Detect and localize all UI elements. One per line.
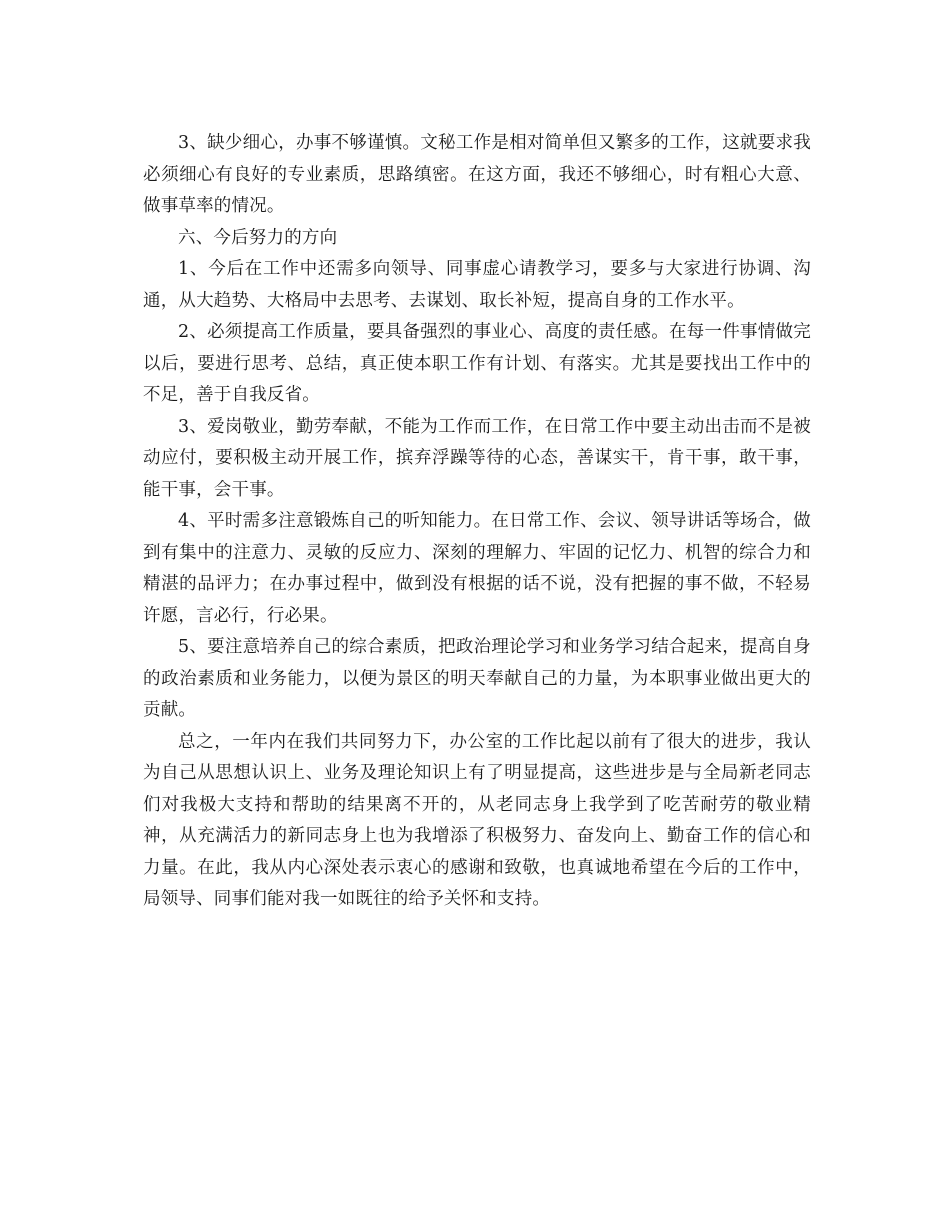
document-body: [143, 128, 811, 916]
paragraph-attention-to-detail: 3、缺少细心，办事不够谨慎。文秘工作是相对简单但又繁多的工作，这就要求我必须细心有良好的专业素质，思路缜密。在这方面，我还不够细心，时有粗心大意、做事草率的情况。: [143, 133, 811, 216]
section-heading-future-direction: 六、今后努力的方向: [178, 227, 338, 248]
paragraph-learning: 1、今后在工作中还需多向领导、同事虚心请教学习，要多与大家进行协调、沟通，从大趋势、大格局中去思考、去谋划、取长补短，提高自身的工作水平。: [143, 259, 811, 311]
paragraph-work-quality: 2、必须提高工作质量，要具备强烈的事业心、高度的责任感。在每一件事情做完以后，要进行思考、总结，真正使本职工作有计划、有落实。尤其是要找出工作中的不足，善于自我反省。: [143, 322, 811, 405]
paragraph-listening-skills: 4、平时需多注意锻炼自己的听知能力。在日常工作、会议、领导讲话等场合，做到有集中的注意力、灵敏的反应力、深刻的理解力、牢固的记忆力、机智的综合力和精湛的品评力；在办事过程中，做到没有根据的话不说，没有把握的事不做，不轻易许愿，言必行，行必果。: [143, 511, 811, 626]
paragraph-overall-quality: 5、要注意培养自己的综合素质，把政治理论学习和业务学习结合起来，提高自身的政治素质和业务能力，以便为景区的明天奉献自己的力量，为本职事业做出更大的贡献。: [143, 637, 811, 720]
paragraph-dedication: 3、爱岗敬业，勤劳奉献，不能为工作而工作，在日常工作中要主动出击而不是被动应付，要积极主动开展工作，摈弃浮躁等待的心态，善谋实干，肯干事，敢干事，能干事，会干事。: [143, 416, 811, 500]
paragraph-conclusion: 总之，一年内在我们共同努力下，办公室的工作比起以前有了很大的进步，我认为自己从思想认识上、业务及理论知识上有了明显提高，这些进步是与全局新老同志们对我极大支持和帮助的结果离不开的，从老同志身上我学到了吃苦耐劳的敬业精神，从充满活力的新同志身上也为我增添了积极努力、奋发向上、勤奋工作的信心和力量。在此，我从内心深处表示衷心的感谢和致敬，也真诚地希望在今后的工作中，局领导、同事们能对我一如既往的给予关怀和支持。: [143, 731, 811, 909]
